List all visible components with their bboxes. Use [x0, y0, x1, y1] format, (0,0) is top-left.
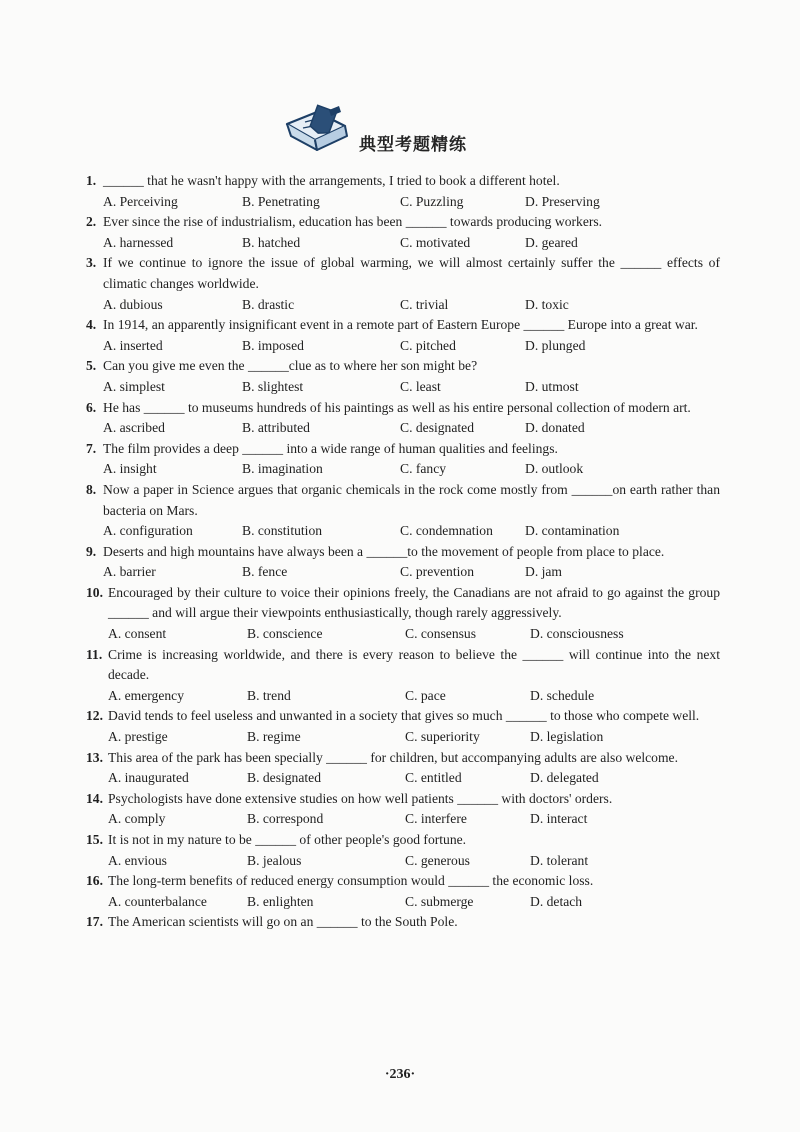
answer-option: C. submerge — [405, 893, 474, 909]
question-stem — [86, 253, 720, 294]
option-row — [86, 521, 720, 542]
answer-option: A. Perceiving — [103, 193, 178, 209]
answer-option: C. fancy — [400, 461, 447, 477]
answer-option: D. jam — [525, 564, 562, 580]
question-text: It is not in my nature to be ______ of other people's good fortune. — [108, 832, 467, 847]
answer-option: A. consent — [108, 626, 167, 642]
question-number: 14. — [86, 790, 103, 806]
question-item — [86, 748, 720, 789]
answer-option: C. trivial — [400, 296, 449, 312]
answer-option: D. donated — [525, 420, 585, 436]
question-text: This area of the park has been specially ______ for children, but accompanying adults are also welcome. — [108, 749, 678, 765]
option-row — [86, 336, 720, 357]
question-item — [86, 212, 720, 253]
answer-option: C. superiority — [405, 729, 480, 745]
answer-option: A. inserted — [103, 337, 163, 353]
question-stem — [86, 748, 720, 769]
question-stem — [86, 645, 720, 686]
answer-option: A. harnessed — [103, 234, 174, 250]
answer-option: B. trend — [247, 687, 291, 703]
question-stem — [86, 789, 720, 810]
question-stem — [86, 439, 720, 460]
question-number: 11. — [86, 646, 103, 662]
section-header — [283, 104, 523, 164]
answer-option: D. outlook — [525, 461, 584, 477]
question-number: 2. — [86, 214, 97, 230]
answer-option: D. consciousness — [530, 626, 624, 642]
question-stem — [86, 315, 720, 336]
question-text: Ever since the rise of industrialism, education has been ______ towards producing workers. — [103, 214, 603, 230]
question-number: 7. — [86, 440, 97, 456]
answer-option: D. contamination — [525, 523, 620, 539]
answer-option: A. configuration — [103, 523, 193, 539]
answer-option: D. Preserving — [525, 193, 600, 209]
answer-option: B. Penetrating — [242, 193, 320, 209]
answer-option: B. fence — [242, 564, 288, 580]
question-number: 12. — [86, 708, 103, 724]
answer-option: D. detach — [530, 893, 583, 909]
answer-option: B. correspond — [247, 811, 324, 827]
answer-option: A. comply — [108, 811, 166, 827]
answer-option: C. interfere — [405, 811, 467, 827]
question-item — [86, 480, 720, 542]
question-stem — [86, 542, 720, 563]
question-item — [86, 912, 720, 933]
question-number: 1. — [86, 173, 97, 188]
question-stem — [86, 583, 720, 624]
answer-option: D. schedule — [530, 687, 595, 703]
question-item — [86, 439, 720, 480]
question-item — [86, 789, 720, 830]
answer-option: D. tolerant — [530, 852, 589, 868]
answer-option: A. emergency — [108, 687, 184, 703]
question-number: 9. — [86, 543, 97, 559]
option-row — [86, 624, 720, 645]
answer-option: C. designated — [400, 420, 474, 436]
option-row — [86, 809, 720, 830]
section-title: 典型考题精练 — [359, 135, 467, 155]
answer-option: C. consensus — [405, 626, 476, 642]
option-row — [86, 686, 720, 707]
question-text: Encouraged by their culture to voice their opinions freely, the Canadians are not afraid to go against the group ______ and will argue their viewpoints enthusiastically, though rarely aggressively. — [108, 584, 720, 621]
answer-option: A. envious — [108, 852, 167, 868]
question-item — [86, 171, 720, 212]
answer-option: C. least — [400, 378, 441, 394]
answer-option: A. prestige — [108, 729, 168, 745]
answer-option: B. slightest — [242, 378, 304, 394]
question-text: Psychologists have done extensive studies on how well patients ______ with doctors' orders. — [108, 790, 613, 806]
question-item — [86, 542, 720, 583]
answer-option: C. generous — [405, 852, 470, 868]
option-row — [86, 768, 720, 789]
question-number: 8. — [86, 481, 97, 497]
question-stem — [86, 706, 720, 727]
option-row — [86, 295, 720, 316]
answer-option: A. dubious — [103, 296, 163, 312]
question-item — [86, 706, 720, 747]
question-number: 16. — [86, 873, 103, 889]
question-stem — [86, 480, 720, 521]
answer-option: A. insight — [103, 461, 157, 477]
question-item — [86, 830, 720, 871]
question-text: ______ that he wasn't happy with the arrangements, I tried to book a different hotel. — [103, 173, 560, 188]
option-row — [86, 851, 720, 872]
answer-option: D. interact — [530, 811, 588, 827]
question-number: 10. — [86, 584, 103, 600]
option-row — [86, 377, 720, 398]
question-text: In 1914, an apparently insignificant event in a remote part of Eastern Europe ______ Europe into a great war. — [103, 317, 698, 333]
answer-option: C. entitled — [405, 770, 462, 786]
option-row — [86, 192, 720, 213]
pencil-book-icon — [283, 104, 357, 162]
option-row — [86, 459, 720, 480]
question-text: Deserts and high mountains have always been a ______to the movement of people from place to place. — [103, 543, 665, 559]
question-stem — [86, 912, 720, 933]
answer-option: C. condemnation — [400, 523, 493, 539]
answer-option: A. barrier — [103, 564, 156, 580]
answer-option: B. regime — [247, 729, 301, 745]
question-text: He has ______ to museums hundreds of his paintings as well as his entire personal collection of modern art. — [103, 399, 691, 415]
answer-option: D. geared — [525, 234, 578, 250]
answer-option: B. hatched — [242, 234, 301, 250]
question-text: The long-term benefits of reduced energy consumption would ______ the economic loss. — [108, 873, 594, 889]
question-number: 5. — [86, 358, 97, 374]
answer-option: B. designated — [247, 770, 321, 786]
answer-option: B. enlighten — [247, 893, 314, 909]
page-number: ·236· — [384, 1067, 416, 1082]
question-number: 17. — [86, 914, 103, 930]
answer-option: D. plunged — [525, 337, 586, 353]
question-item — [86, 253, 720, 315]
question-stem — [86, 171, 720, 192]
answer-option: D. utmost — [525, 378, 579, 394]
answer-option: D. legislation — [530, 729, 604, 745]
question-text: If we continue to ignore the issue of global warming, we will almost certainly suffer the ______ effects of climatic changes worldwide. — [103, 255, 720, 291]
answer-option: C. pitched — [400, 337, 456, 353]
question-number: 3. — [86, 255, 97, 271]
answer-option: D. toxic — [525, 296, 569, 312]
option-row — [86, 418, 720, 439]
answer-option: C. Puzzling — [400, 193, 464, 209]
question-stem — [86, 830, 720, 851]
question-stem — [86, 212, 720, 233]
question-stem — [86, 871, 720, 892]
question-item — [86, 315, 720, 356]
question-number: 13. — [86, 749, 103, 765]
answer-option: B. jealous — [247, 852, 302, 868]
answer-option: B. imagination — [242, 461, 323, 477]
question-number: 4. — [86, 317, 97, 333]
option-row — [86, 892, 720, 913]
answer-option: C. motivated — [400, 234, 471, 250]
question-item — [86, 645, 720, 707]
question-text: The film provides a deep ______ into a wide range of human qualities and feelings. — [103, 440, 558, 456]
answer-option: C. prevention — [400, 564, 474, 580]
question-item — [86, 583, 720, 645]
answer-option: A. ascribed — [103, 420, 165, 436]
answer-option: B. constitution — [242, 523, 323, 539]
question-list — [86, 171, 720, 933]
option-row — [86, 562, 720, 583]
question-stem — [86, 398, 720, 419]
question-text: Crime is increasing worldwide, and there is every reason to believe the ______ will continue into the next decade. — [108, 646, 720, 683]
answer-option: D. delegated — [530, 770, 599, 786]
question-stem — [86, 356, 720, 377]
answer-option: B. attributed — [242, 420, 310, 436]
question-item — [86, 871, 720, 912]
answer-option: C. pace — [405, 687, 446, 703]
question-text: David tends to feel useless and unwanted in a society that gives so much ______ to those who compete well. — [108, 708, 700, 724]
question-number: 15. — [86, 832, 103, 847]
question-text: Can you give me even the ______clue as to where her son might be? — [103, 358, 478, 374]
answer-option: A. inaugurated — [108, 770, 189, 786]
question-number: 6. — [86, 399, 97, 415]
answer-option: B. conscience — [247, 626, 323, 642]
question-item — [86, 398, 720, 439]
question-text: The American scientists will go on an ______ to the South Pole. — [108, 914, 458, 930]
answer-option: B. imposed — [242, 337, 304, 353]
answer-option: A. counterbalance — [108, 893, 207, 909]
question-text: Now a paper in Science argues that organic chemicals in the rock come mostly from ______on earth rather than bacteria on Mars. — [103, 481, 720, 518]
option-row — [86, 233, 720, 254]
option-row — [86, 727, 720, 748]
answer-option: A. simplest — [103, 378, 165, 394]
answer-option: B. drastic — [242, 296, 295, 312]
question-item — [86, 356, 720, 397]
